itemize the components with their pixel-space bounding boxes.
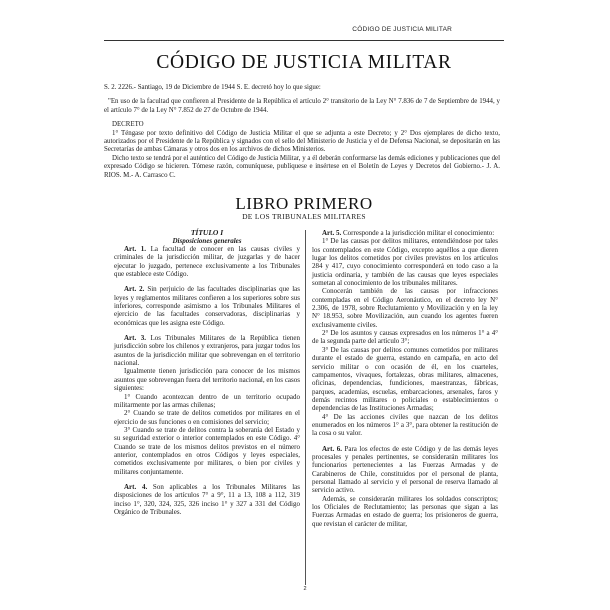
header-rule [104, 40, 504, 41]
article-2-label: Art. 2. [124, 285, 145, 294]
running-head: CÓDIGO DE JUSTICIA MILITAR [352, 26, 452, 33]
article-5-paragraph-2: Conocerán también de las causas por infracciones contempladas en el Código Aeronáutico, en el decreto ley N° 2.306, de 1978, sobre Reclutamiento y Movilización y en la ley N° 18.953, sobre Movilización, aun cuando los agentes fueren exclusivamente civiles. [312, 287, 498, 329]
article-6 [312, 445, 498, 495]
article-3-item-3: 3° Cuando se trate de delitos contra la soberanía del Estado y su seguridad exterior o interior contemplados en este Código. 4° Cuando se trate de los mismos delitos previstos en el número anterior, contemplados en otros Códigos y leyes especiales, cometidos exclusivamente por militares, o bien por civiles y militares conjuntamente. [114, 425, 300, 476]
article-6-text: Para los efectos de este Código y de las demás leyes procesales y penales pertinentes, se considerarán militares los funcionarios pertenecientes a las Fuerzas Armadas y de Carabineros de Chile, constituidos por el personal de planta, personal llamado al servicio y el personal de reserva llamado al servicio activo. [312, 444, 498, 495]
article-6-paragraph-2: Además, se considerarán militares los soldados conscriptos; los Oficiales de Reclutamiento; las personas que sigan a las Fuerzas Armadas en estado de guerra; los prisioneros de guerra, que revistan el carácter de militar, [312, 494, 498, 528]
article-5-label: Art. 5. [322, 229, 342, 237]
article-5-text: Corresponde a la jurisdicción militar el conocimiento: [341, 229, 495, 237]
article-1 [114, 245, 300, 278]
book-title: LIBRO PRIMERO [235, 194, 373, 213]
titulo-heading: TÍTULO I [190, 228, 224, 237]
right-column [312, 229, 498, 528]
article-3 [114, 334, 300, 367]
article-5-item-1: 1° De las causas por delitos militares, entendiéndose por tales los contemplados en este Código, excepto aquéllos a que dieren lugar los delitos cometidos por civiles previstos en los artículos 284 y 417, cuyo conocimiento corresponderá en todo caso a la justicia ordinaria, y también de las causas que leyes especiales sometan al conocimiento de los tribunales militares. [312, 237, 498, 288]
decreto-paragraph-2: Dicho texto se tendrá por el auténtico del Código de Justicia Militar, y a él deberán conformarse las demás ediciones y publicaciones que del expresado Código se hicieren. Tómese razón, comuníquese, publíquese e insértese en el Boletín de Leyes y Decretos del Gobierno.- J. A. RIOS. M.- A. Carrasco C. [104, 154, 500, 179]
article-2-text: Sin perjuicio de las facultades disciplinarias que las leyes y reglamentos militares confieren a los superiores sobre sus inferiores, corresponde asimismo a los Tribunales Militares el ejercicio de las facultades conservadoras, disciplinarias y económicas que les asigna este Código. [114, 285, 300, 327]
article-4-text: Son aplicables a los Tribunales Militares las disposiciones de los artículos 7° a 9°, 11 a 13, 108 a 112, 319 inciso 1°, 320, 324, 325, 326 inciso 1° y 327 a 331 del Código Orgánico de Tribunales. [114, 482, 301, 516]
article-3-item-1: 1° Cuando acontezcan dentro de un territorio ocupado militarmente por las armas chilenas; [114, 392, 300, 409]
article-2 [114, 285, 300, 327]
column-divider [305, 230, 306, 585]
article-5-item-2: 2° De los asuntos y causas expresados en los números 1° a 4° de la segunda parte del artículo 3°; [312, 329, 498, 346]
article-6-label: Art. 6. [322, 444, 342, 453]
article-1-text: La facultad de conocer en las causas civiles y criminales de la jurisdicción militar, de juzgarlas y de hacer ejecutar lo juzgado, pertenece exclusivamente a los Tribunales que establece este Código. [114, 245, 301, 279]
front-matter [104, 84, 500, 180]
decreto-paragraph-1: 1° Téngase por texto definitivo del Código de Justicia Militar el que se adjunta a este Decreto; y 2° Dos ejemplares de dicho texto, autorizados por el Presidente de la República y signados con el sello del Ministerio de Justicia y el de Defensa Nacional, se depositarán en las Secretarías de ambas Cámaras y otros dos en los archivos de dichos Ministerios. [104, 129, 500, 154]
titulo-subheading: Disposiciones generales [172, 237, 242, 245]
article-3-paragraph-2: Igualmente tienen jurisdicción para conocer de los mismos asuntos que sobrevengan fuera del territorio nacional, en los casos siguientes: [114, 367, 300, 393]
page-title: CÓDIGO DE JUSTICIA MILITAR [156, 52, 452, 73]
article-3-label: Art. 3. [124, 334, 146, 343]
article-1-label: Art. 1. [124, 245, 147, 253]
book-subtitle: DE LOS TRIBUNALES MILITARES [242, 212, 366, 221]
article-4-label: Art. 4. [124, 482, 148, 491]
article-3-text: Los Tribunales Militares de la República tienen jurisdicción sobre los chilenos y extranjeros, para juzgar todos los asuntos de la jurisdicción militar que sobrevengan en el territorio nacional. [114, 334, 300, 368]
decree-intro: S. 2. 2226.- Santiago, 19 de Diciembre de 1944 S. E. decretó hoy lo que sigue: [104, 84, 321, 91]
article-5 [312, 229, 498, 237]
decreto-heading: DECRETO [112, 121, 144, 129]
left-column [114, 229, 300, 516]
article-5-item-4: 4° De las acciones civiles que nazcan de los delitos enumerados en los números 1° a 3°, para obtener la restitución de la cosa o su valor. [312, 412, 498, 438]
page-number: 2 [303, 586, 307, 592]
article-3-item-2: 2° Cuando se trate de delitos cometidos por militares en el ejercicio de sus funciones o en comisiones del servicio; [114, 409, 300, 426]
article-4 [114, 483, 300, 516]
decree-quote: "En uso de la facultad que confieren al Presidente de la República el artículo 2° transitorio de la Ley N° 7.836 de 7 de Septiembre de 1944, y el artículo 7° de la Ley N° 7.852 de 27 de Octubre de 1944. [104, 98, 500, 114]
article-5-item-3: 3° De las causas por delitos comunes cometidos por militares durante el estado de guerra, estando en campaña, en acto del servicio militar o con ocasión de él, en los cuarteles, campamentos, vivaques, fortalezas, obras militares, almacenes, oficinas, dependencias, fundiciones, maestranzas, fábricas, parques, academias, escuelas, embarcaciones, arsenales, faros y demás recintos militares o policiales o establecimientos o dependencias de las Instituciones Armadas; [312, 345, 498, 413]
